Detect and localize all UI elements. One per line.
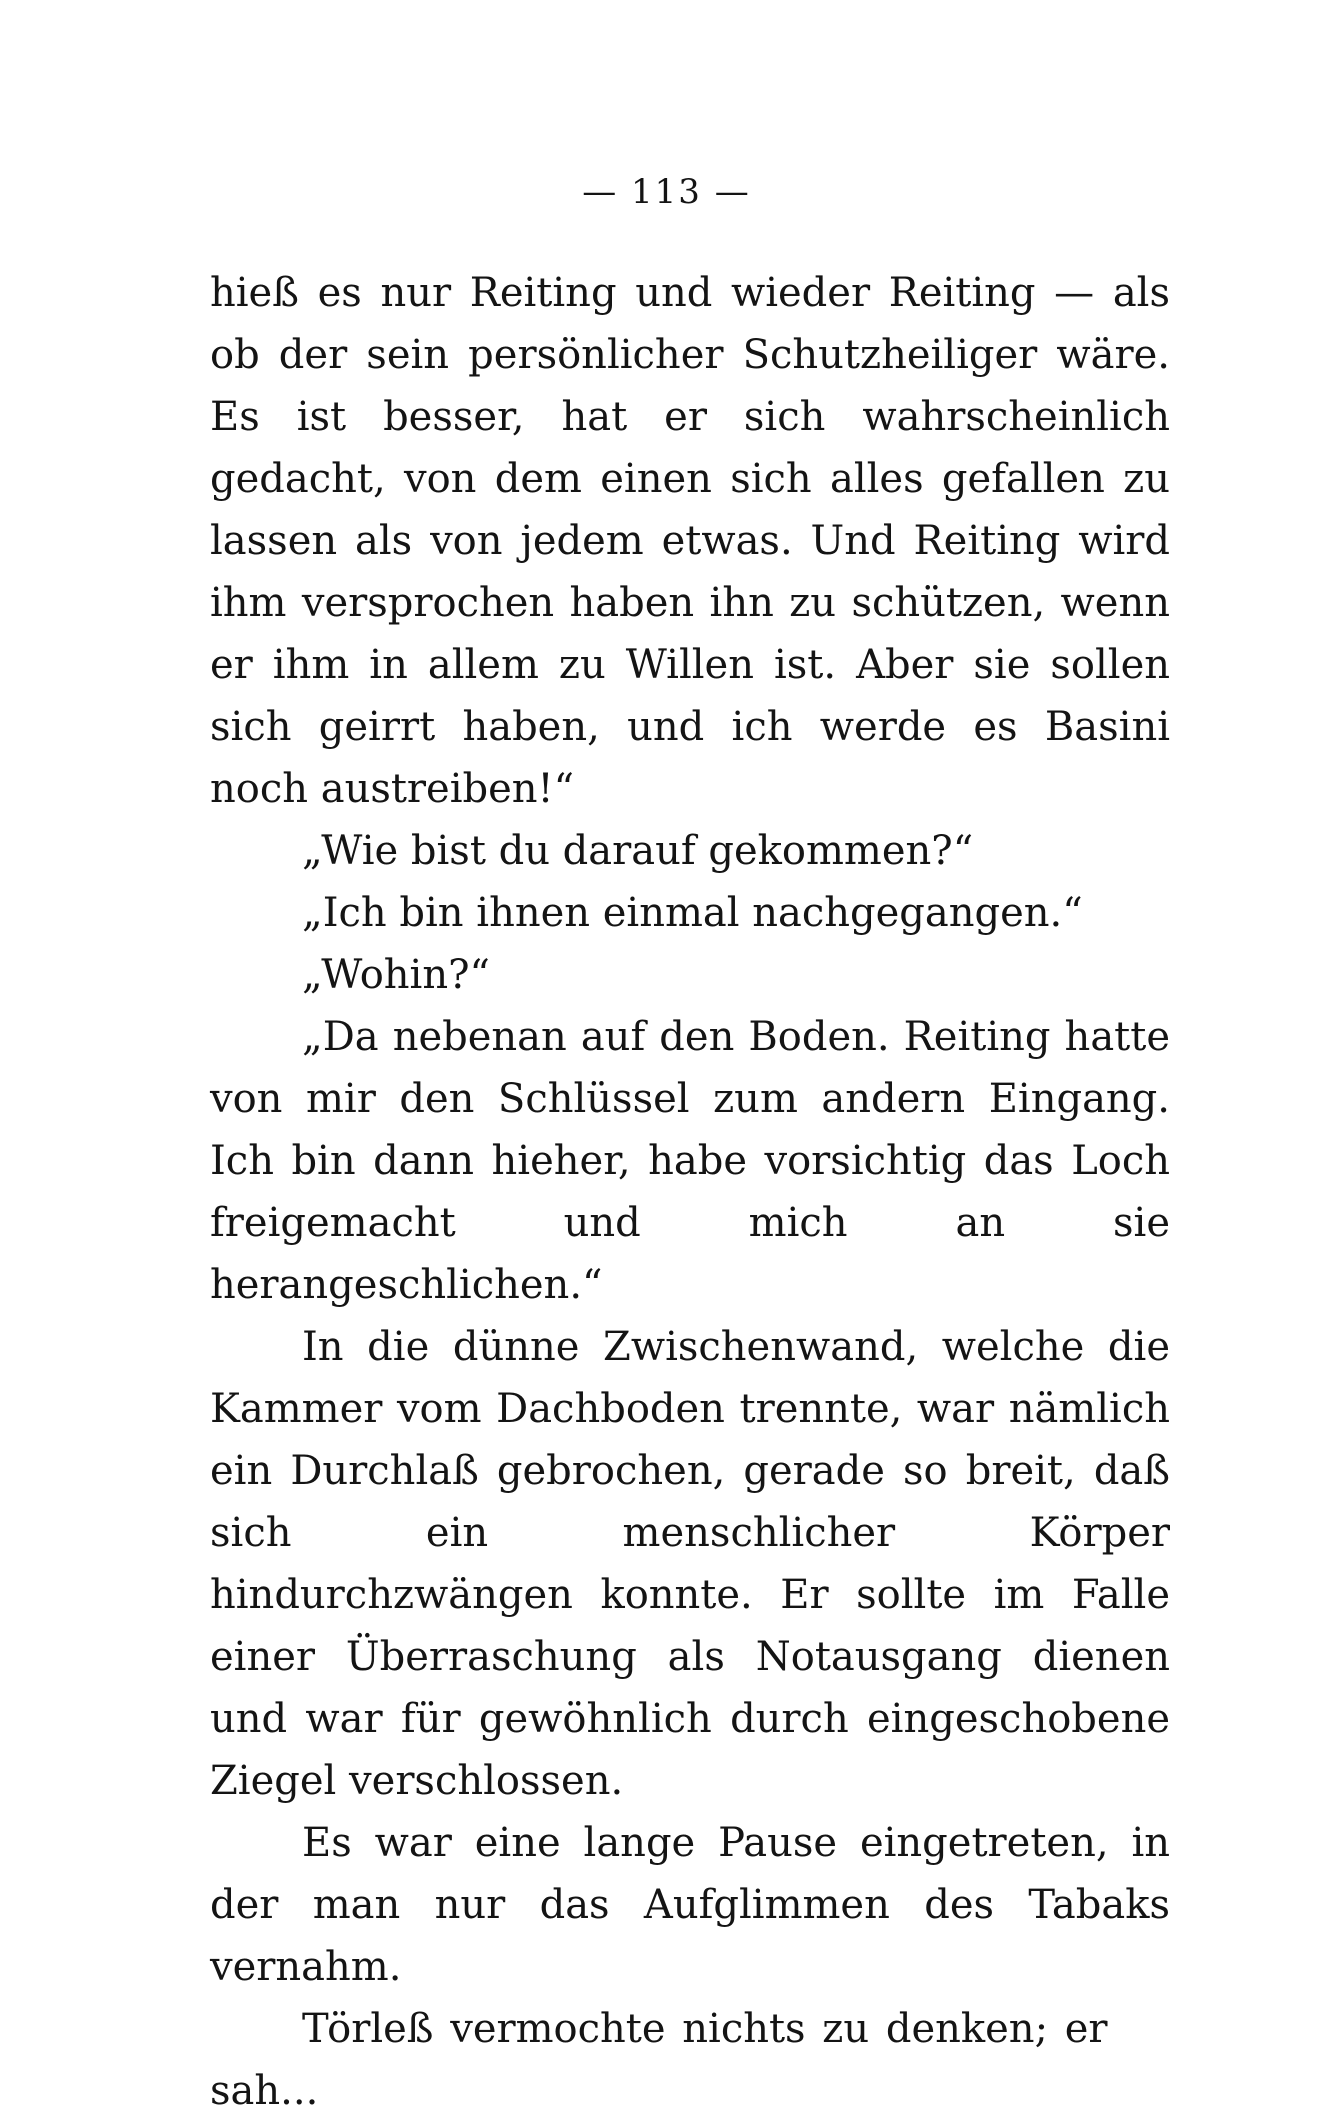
paragraph: Es war eine lange Pause eingetreten, in der man nur das Aufglimmen des Tabaks vernahm. [210,1820,1170,1990]
paragraph: hieß es nur Reiting und wieder Reiting — als ob der sein persönlicher Schutzheiliger wäre. Es ist besser, hat er sich wahrscheinlich gedacht, von dem einen sich alles gefallen zu lassen als von jedem etwas. Und Reiting wird ihm versprochen haben ihn zu schützen, wenn er ihm in allem zu Willen ist. Aber sie sollen sich geirrt haben, und ich werde es Basini noch austreiben!“ [210,270,1170,812]
paragraph: „Wohin?“ [302,952,490,998]
paragraph: „Ich bin ihnen einmal nachgegangen.“ [302,890,1083,936]
paragraph: „Da nebenan auf den Boden. Reiting hatte von mir den Schlüssel zum andern Eingang. Ich bin dann hieher, habe vorsichtig das Loch freigemacht und mich an sie herangeschlichen.“ [210,1014,1170,1308]
paragraph: Törleß vermochte nichts zu denken; er sah... [210,2006,1108,2114]
paragraph: „Wie bist du darauf gekommen?“ [302,828,974,874]
body-text [210,262,1170,2122]
page-number: — 113 — [582,172,751,212]
paragraph: In die dünne Zwischenwand, welche die Kammer vom Dachboden trennte, war nämlich ein Durchlaß gebrochen, gerade so breit, daß sich ein menschlicher Körper hindurchzwängen konnte. Er sollte im Falle einer Überraschung als Notausgang dienen und war für gewöhnlich durch eingeschobene Ziegel verschlossen. [210,1324,1170,1804]
